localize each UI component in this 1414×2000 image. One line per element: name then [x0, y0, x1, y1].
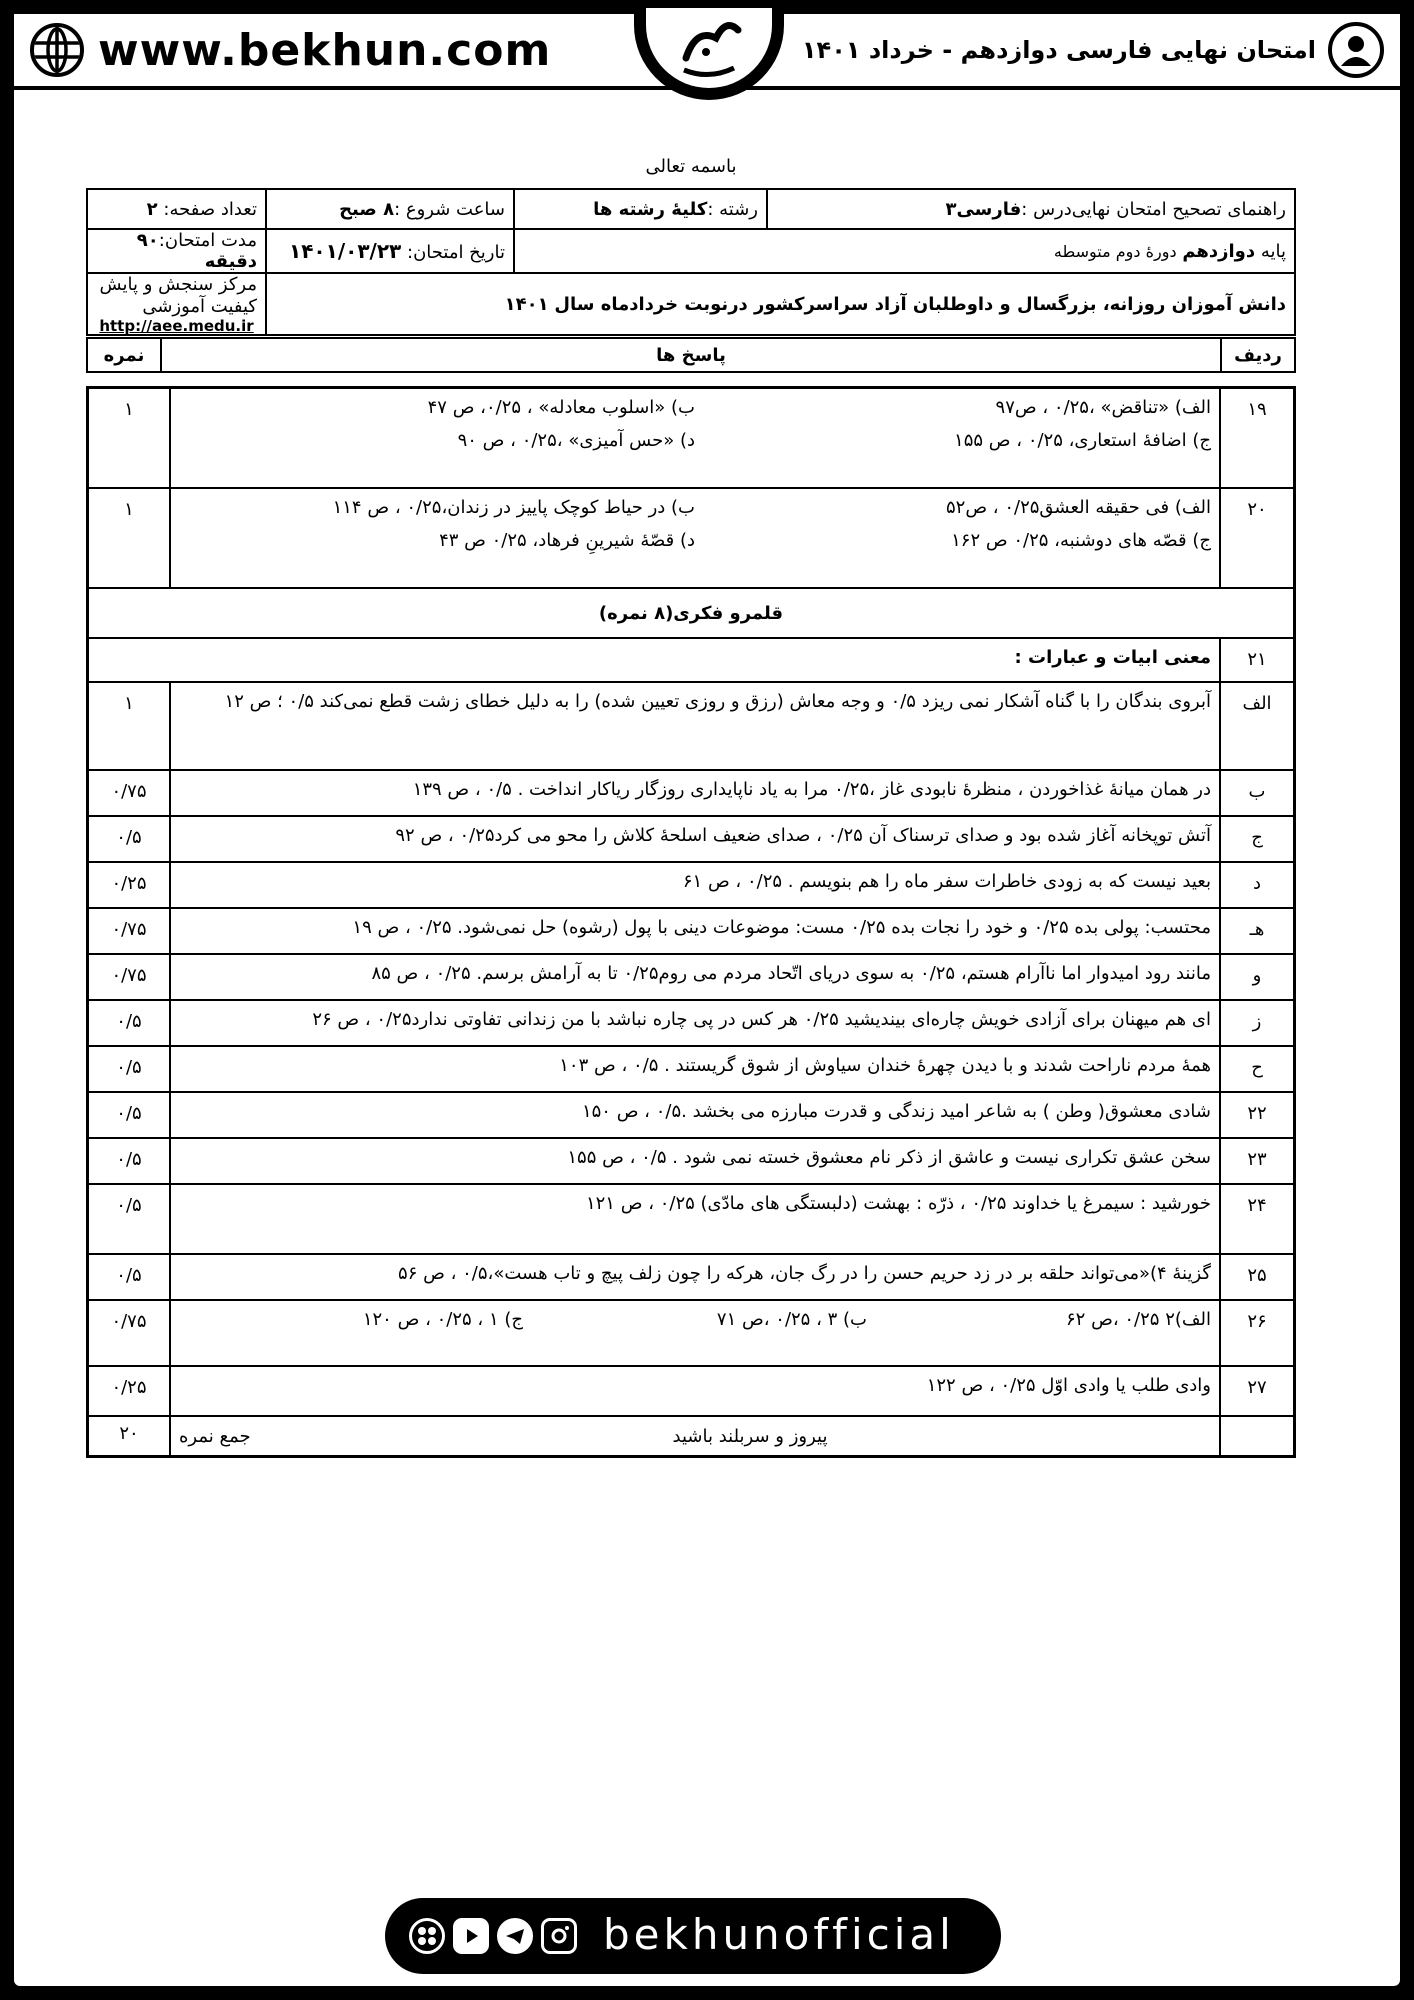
exam-title: امتحان نهایی فارسی دوازدهم - خرداد ۱۴۰۱	[801, 36, 1316, 64]
website-block[interactable]	[30, 22, 551, 78]
table-row	[88, 388, 1295, 489]
exam-year: ۱۴۰۱	[504, 293, 549, 315]
table-row	[88, 1138, 1295, 1184]
exam-info-table	[86, 188, 1296, 336]
table-row	[88, 1300, 1295, 1366]
answer-cell: سخن عشق تکراری نیست و عاشق از ذکر نام معشوق خسته نمی شود . ۰/۵ ، ص ۱۵۵	[170, 1138, 1220, 1184]
row-number: ۲۱	[1220, 638, 1295, 682]
students-cell	[266, 273, 1295, 335]
date-label: تاریخ امتحان:	[407, 242, 505, 263]
field: کلیهٔ رشته ها	[593, 198, 708, 220]
user-icon	[1328, 22, 1384, 78]
center-cell	[87, 273, 266, 335]
start-time: ۸ صبح	[339, 198, 395, 220]
start-label: ساعت شروع :	[394, 198, 505, 220]
social-handle[interactable]: bekhunofficial	[603, 1910, 955, 1959]
table-row	[88, 682, 1295, 770]
table-row	[88, 488, 1295, 588]
score-cell: ۰/۲۵	[88, 862, 171, 908]
center-name: مرکز سنجش و پایش کیفیت آموزشی	[99, 274, 257, 317]
total-cell	[170, 1416, 1220, 1457]
section-row	[88, 588, 1295, 638]
answer-20d: د) قصّهٔ شیرینِ فرهاد، ۰/۲۵ ص ۴۳	[439, 530, 695, 551]
answer-cell: وادی طلب یا وادی اوّل ۰/۲۵ ، ص ۱۲۲	[170, 1366, 1220, 1416]
exam-date: ۱۴۰۱/۰۳/۲۳	[289, 239, 402, 263]
top-banner	[14, 14, 1400, 90]
grade: دوازدهم	[1182, 240, 1256, 262]
website-url[interactable]: www.bekhun.com	[98, 24, 552, 76]
answer-cell: آبروی بندگان را با گناه آشکار نمی ریزد ۰/۵ و وجه معاش (رزق و روزی تعیین شده) را به دلیل خطای زشت قطع نمی‌کند ۰/۵ ؛ ص ۱۲	[170, 682, 1220, 770]
row-number: ۲۷	[1220, 1366, 1295, 1416]
date-cell	[266, 229, 514, 273]
answer-cell	[170, 488, 1220, 588]
year-label: ماه سال	[554, 293, 630, 315]
grade-cell	[514, 229, 1295, 273]
item-letter: د	[1220, 862, 1295, 908]
answer-26b: ب) ۳ ، ۰/۲۵ ،ص ۷۱	[716, 1309, 867, 1330]
duration-cell	[87, 229, 266, 273]
youtube-icon[interactable]	[453, 1918, 489, 1954]
duration: ۹۰ دقیقه	[136, 230, 257, 272]
table-row	[88, 1092, 1295, 1138]
row-number: ۲۵	[1220, 1254, 1295, 1300]
answer-cell: محتسب: پولی بده ۰/۲۵ و خود را نجات بده ۰/۲۵ مست: موضوعات دینی با پول (رشوه) حل نمی‌شود. ۰/۲۵ ، ص ۱۹	[170, 908, 1220, 954]
start-cell	[266, 189, 514, 229]
answer-19a: الف) «تناقض» ،۰/۲۵ ، ص۹۷	[995, 397, 1211, 418]
answer-cell: در همان میانهٔ غذاخوردن ، منظرهٔ نابودی غاز ،۰/۲۵ مرا به یاد ناپایداری روزگار ریاکار انداخت . ۰/۵ ، ص ۱۳۹	[170, 770, 1220, 816]
guide-cell	[767, 189, 1295, 229]
item-letter: و	[1220, 954, 1295, 1000]
q21-items	[88, 682, 1295, 1092]
item-letter: ج	[1220, 816, 1295, 862]
score-cell: ۰/۵	[88, 1046, 171, 1092]
telegram-icon[interactable]	[497, 1918, 533, 1954]
social-footer	[385, 1898, 1001, 1974]
score-cell: ۰/۵	[88, 816, 171, 862]
row-number: ۲۰	[1220, 488, 1295, 588]
exam-turn: نوبت خرداد	[629, 293, 729, 315]
answer-20b: ب) در حیاط کوچک پاییز در زندان،۰/۲۵ ، ص ۱۱۴	[332, 497, 695, 518]
answer-20c: ج) قصّه های دوشنبه، ۰/۲۵ ص ۱۶۲	[951, 530, 1211, 551]
item-letter: ز	[1220, 1000, 1295, 1046]
col-score: نمره	[87, 338, 161, 372]
students-text: دانش آموزان روزانه، بزرگسال و داوطلبان آزاد سراسرکشور در	[728, 293, 1286, 315]
course: فارسی۳	[945, 198, 1022, 220]
total-score: ۲۰	[88, 1416, 171, 1457]
aparat-icon[interactable]	[409, 1918, 445, 1954]
duration-label: مدت امتحان:	[158, 230, 257, 251]
exam-title-block	[802, 22, 1384, 78]
grade-suffix: دورهٔ دوم متوسطه	[1053, 241, 1177, 261]
score-cell: ۰/۵	[88, 1138, 171, 1184]
section-title: قلمرو فکری(۸ نمره)	[88, 588, 1295, 638]
page-count: ۲	[146, 198, 158, 220]
answer-cell: خورشید : سیمرغ یا خداوند ۰/۲۵ ، ذرّه : بهشت (دلبستگی های مادّی) ۰/۲۵ ، ص ۱۲۱	[170, 1184, 1220, 1254]
answer-cell: بعید نیست که به زودی خاطرات سفر ماه را هم بنویسم . ۰/۲۵ ، ص ۶۱	[170, 862, 1220, 908]
answer-cell	[170, 1300, 1220, 1366]
total-row	[88, 1416, 1295, 1457]
answer-20a: الف) فی حقیقه العشق۰/۲۵ ، ص۵۲	[945, 497, 1211, 518]
table-row	[88, 862, 1295, 908]
table-row	[88, 1184, 1295, 1254]
score-cell: ۰/۷۵	[88, 908, 171, 954]
answer-26c: ج) ۱ ، ۰/۲۵ ، ص ۱۲۰	[362, 1309, 523, 1330]
center-url[interactable]: http://aee.medu.ir	[99, 317, 254, 335]
globe-icon	[30, 23, 84, 77]
item-letter: ح	[1220, 1046, 1295, 1092]
score-cell: ۰/۵	[88, 1254, 171, 1300]
answer-26a: الف)۲ ۰/۲۵ ،ص ۶۲	[1066, 1309, 1211, 1330]
pages-label: تعداد صفحه:	[163, 198, 257, 220]
column-header	[86, 337, 1296, 373]
row-number: ۲۴	[1220, 1184, 1295, 1254]
table-row	[88, 954, 1295, 1000]
score-cell: ۰/۵	[88, 1184, 171, 1254]
answer-cell: آتش توپخانه آغاز شده بود و صدای ترسناک آن ۰/۲۵ ، صدای ضعیف اسلحهٔ کلاش را محو می کرد۰/۲۵ ، ص ۹۲	[170, 816, 1220, 862]
row-number: ۲۳	[1220, 1138, 1295, 1184]
field-cell	[514, 189, 767, 229]
answer-cell: شادی معشوق( وطن ) به شاعر امید زندگی و قدرت مبارزه می بخشد .۰/۵ ، ص ۱۵۰	[170, 1092, 1220, 1138]
answer-19d: د) «حس آمیزی» ،۰/۲۵ ، ص ۹۰	[457, 430, 695, 451]
score-cell: ۰/۵	[88, 1000, 171, 1046]
answer-cell: ای هم میهنان برای آزادی خویش چاره‌ای بیندیشید ۰/۲۵ هر کس در پی چاره نباشد با من زندانی تفاوتی ندارد۰/۲۵ ، ص ۲۶	[170, 1000, 1220, 1046]
item-letter: الف	[1220, 682, 1295, 770]
basmala: باسمه تعالی	[645, 156, 737, 177]
answer-cell: همهٔ مردم ناراحت شدند و با دیدن چهرهٔ خندان سیاوش از شوق گریستند . ۰/۵ ، ص ۱۰۳	[170, 1046, 1220, 1092]
closing-wish: پیروز و سربلند باشید	[672, 1425, 828, 1447]
field-label: رشته :	[707, 198, 758, 220]
score-cell: ۰/۷۵	[88, 770, 171, 816]
table-row	[88, 816, 1295, 862]
row-number: ۱۹	[1220, 388, 1295, 489]
score-cell: ۰/۷۵	[88, 954, 171, 1000]
score-cell: ۱	[88, 682, 171, 770]
table-row	[88, 638, 1295, 682]
answers-table	[86, 386, 1296, 1458]
grade-prefix: پایه	[1260, 240, 1286, 262]
col-row: ردیف	[1221, 338, 1295, 372]
answer-cell: گزینهٔ ۴)«می‌تواند حلقه بر در زد حریم حسن را در رگ جان، هرکه را چون زلف پیچ و تاب هست»،۰/۵ ، ص ۵۶	[170, 1254, 1220, 1300]
answer-cell: مانند رود امیدوار اما ناآرام هستم، ۰/۲۵ به سوی دریای اتّحاد مردم می روم۰/۲۵ تا به آرامش برسم. ۰/۲۵ ، ص ۸۵	[170, 954, 1220, 1000]
total-label: جمع نمره	[179, 1425, 251, 1447]
col-answers: پاسخ ها	[161, 338, 1221, 372]
answer-19c: ج) اضافهٔ استعاری، ۰/۲۵ ، ص ۱۵۵	[954, 430, 1211, 451]
row-number: ۲۶	[1220, 1300, 1295, 1366]
table-row	[88, 1366, 1295, 1416]
q21-title: معنی ابیات و عبارات :	[88, 638, 1221, 682]
table-row	[88, 1254, 1295, 1300]
table-row	[88, 1000, 1295, 1046]
pages-cell	[87, 189, 266, 229]
table-row	[88, 908, 1295, 954]
empty-cell	[1220, 1416, 1295, 1457]
guide-label: راهنمای تصحیح امتحان نهایی‌درس :	[1021, 198, 1286, 220]
row-number: ۲۲	[1220, 1092, 1295, 1138]
score-cell: ۰/۲۵	[88, 1366, 171, 1416]
score-cell: ۱	[88, 388, 171, 489]
score-cell: ۱	[88, 488, 171, 588]
score-cell: ۰/۵	[88, 1092, 171, 1138]
score-cell: ۰/۷۵	[88, 1300, 171, 1366]
answer-cell	[170, 388, 1220, 489]
table-row	[88, 1046, 1295, 1092]
table-row	[88, 770, 1295, 816]
logo	[634, 0, 784, 100]
instagram-icon[interactable]	[541, 1918, 577, 1954]
item-letter: هـ	[1220, 908, 1295, 954]
item-letter: ب	[1220, 770, 1295, 816]
answer-19b: ب) «اسلوب معادله» ، ۰/۲۵، ص ۴۷	[427, 397, 695, 418]
